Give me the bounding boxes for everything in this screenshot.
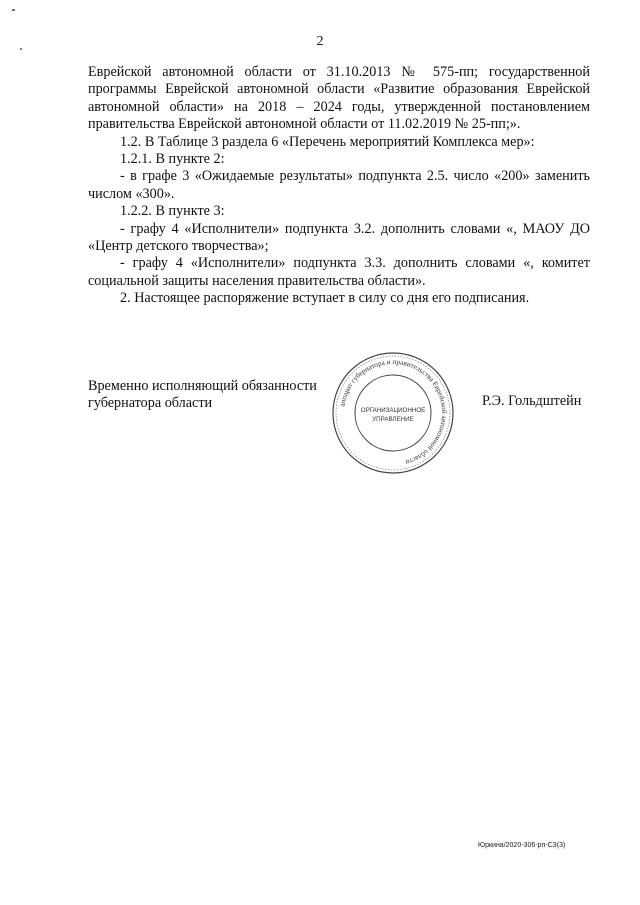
paragraph-replace-number: - в графе 3 «Ожидаемые результаты» подпункта 2.5. число «200» заменить числом «300». xyxy=(88,168,590,202)
signer-name: Р.Э. Гольдштейн xyxy=(482,393,582,409)
paragraph-table-heading: 1.2. В Таблице 3 раздела 6 «Перечень мероприятий Комплекса мер»: xyxy=(120,133,535,150)
signer-title-line-2: губернатора области xyxy=(88,395,213,412)
signer-title-line-1: Временно исполняющий обязанности xyxy=(88,378,317,394)
official-seal-stamp xyxy=(330,350,456,476)
document-registration-code: Юркина/2020-306-рп-СЗ(3) xyxy=(478,842,566,849)
seal-ring-text: аппарат губернатора и правительства Еврейской автономной области xyxy=(338,357,449,467)
signature-block xyxy=(88,378,317,413)
paragraph-program-reference: Еврейской автономной области от 31.10.2013 № 575-пп; государственной программы Еврейской автономной области «Развитие образования Еврейской автономной области» на 2018 – 2024 годы, утвержденной постановлением правительства Еврейской автономной области от 11.02.2019 № 25-пп;». xyxy=(88,64,590,133)
seal-center-line-2: УПРАВЛЕНИЕ xyxy=(372,416,414,423)
page-number: 2 xyxy=(316,34,324,49)
seal-center-line-1: ОРГАНИЗАЦИОННОЕ xyxy=(360,407,426,414)
paragraph-executors-3-3: - графу 4 «Исполнители» подпункта 3.3. дополнить словами «, комитет социальной защиты населения правительства области». xyxy=(88,255,590,289)
paragraph-item-1-2-1: 1.2.1. В пункте 2: xyxy=(120,151,225,168)
paragraph-executors-3-2: - графу 4 «Исполнители» подпункта 3.2. дополнить словами «, МАОУ ДО «Центр детского творчества»; xyxy=(88,220,590,255)
paragraph-item-1-2-2: 1.2.2. В пункте 3: xyxy=(120,203,225,220)
scan-speck xyxy=(12,9,15,11)
document-body xyxy=(88,64,590,308)
paragraph-entry-into-force: 2. Настоящее распоряжение вступает в силу со дня его подписания. xyxy=(120,290,530,307)
